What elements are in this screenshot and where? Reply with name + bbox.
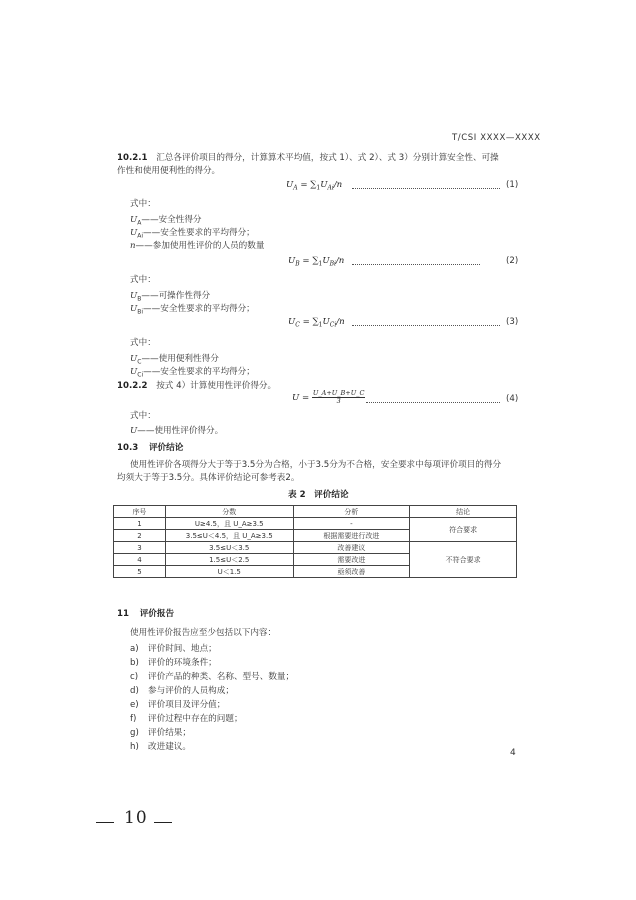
list-marker: a) xyxy=(130,644,139,654)
list-item-text: 评价产品的种类、名称、型号、数量； xyxy=(148,672,295,682)
list-marker: d) xyxy=(130,686,139,696)
standard-code: T/CSI XXXX—XXXX xyxy=(452,133,541,143)
table-caption: 表 2 评价结论 xyxy=(288,490,349,500)
variable-definition: $U_{Ci}——$安全性要求的平均得分； xyxy=(130,367,255,379)
table-cell: 根据需要进行改进 xyxy=(293,530,410,542)
list-item-text: 评价时间、地点； xyxy=(148,644,217,654)
table-cell: 3 xyxy=(114,542,166,554)
list-item-text: 评价过程中存在的问题； xyxy=(148,714,243,724)
equation-number: (1) xyxy=(506,180,519,190)
list-item xyxy=(130,713,243,725)
list-item xyxy=(130,741,191,753)
list-item-text: 评价结果； xyxy=(148,728,191,738)
table-cell: 1 xyxy=(114,518,166,530)
variable-definition: U——使用性评价得分。 xyxy=(130,426,224,436)
page-number: 4 xyxy=(510,748,516,758)
conclusion-table xyxy=(113,505,517,578)
variable-definition: $U_{Bi}——$安全性要求的平均得分； xyxy=(130,304,255,316)
list-marker: c) xyxy=(130,672,139,682)
dot-leader xyxy=(352,188,500,189)
clause-number: 10.2.2 xyxy=(117,381,148,391)
paragraph-line: 均须大于等于3.5分。具体评价结论可参考表2。 xyxy=(117,473,300,483)
list-item xyxy=(130,657,217,669)
list-marker: f) xyxy=(130,714,137,724)
table-header-row xyxy=(114,506,517,518)
list-marker: e) xyxy=(130,700,139,710)
where-label: 式中： xyxy=(130,275,156,285)
table-row xyxy=(114,542,517,554)
list-item xyxy=(130,699,225,711)
clause-text: 按式 4）计算使用性评价得分。 xyxy=(156,381,277,391)
equation-number: (3) xyxy=(506,317,519,327)
table-cell: 5 xyxy=(114,566,166,578)
list-marker: g) xyxy=(130,728,139,738)
equation-3: $U_C = \sum_1U_{Ci}/n$ xyxy=(288,317,345,329)
table-cell: 2 xyxy=(114,530,166,542)
table-cell: 亟须改善 xyxy=(293,566,410,578)
section-heading: 11 评价报告 xyxy=(117,609,175,619)
column-header: 分数 xyxy=(165,506,293,518)
variable-definition: n——参加使用性评价的人员的数量 xyxy=(130,241,265,251)
clause-text-line1: 汇总各评价项目的得分，计算算术平均值，按式 1）、式 2）、式 3）分别计算安全性、可操 xyxy=(156,153,499,163)
equation-2: $U_B = \sum_1U_{Bi}/n$ xyxy=(288,256,345,268)
table-cell-conclusion: 不符合要求 xyxy=(410,542,517,578)
where-label: 式中： xyxy=(130,411,156,421)
dot-leader xyxy=(366,402,500,403)
table-cell: U≥4.5，且 U_A≥3.5 xyxy=(165,518,293,530)
equation-number: (2) xyxy=(506,256,519,266)
list-item xyxy=(130,727,191,739)
clause-text-line2: 作性和使用便利性的得分。 xyxy=(117,166,221,176)
dot-leader xyxy=(352,325,500,326)
column-header: 结论 xyxy=(410,506,517,518)
table-cell: 3.5≤U＜3.5 xyxy=(165,542,293,554)
table-cell: 1.5≤U＜2.5 xyxy=(165,554,293,566)
clause-10-2-1 xyxy=(117,152,499,164)
where-label: 式中： xyxy=(130,199,156,209)
table-cell: 需要改进 xyxy=(293,554,410,566)
variable-definition: $U_B——$可操作性得分 xyxy=(130,291,211,303)
list-item-text: 评价项目及评分值； xyxy=(148,700,226,710)
footer-dash xyxy=(96,822,114,823)
table-cell: 改善建议 xyxy=(293,542,410,554)
footer-page-number: 10 xyxy=(124,808,148,828)
table-cell-conclusion: 符合要求 xyxy=(410,518,517,542)
list-marker: b) xyxy=(130,658,139,668)
equation-1: $U_A = \sum_1U_{Ai}/n$ xyxy=(286,180,343,192)
clause-number: 10.2.1 xyxy=(117,153,148,163)
table-cell: 3.5≤U＜4.5，且 U_A≥3.5 xyxy=(165,530,293,542)
section-heading: 10.3 评价结论 xyxy=(117,443,184,453)
list-item-text: 评价的环境条件； xyxy=(148,658,217,668)
list-item xyxy=(130,643,217,655)
table-row xyxy=(114,518,517,530)
list-item xyxy=(130,671,294,683)
table-cell: 4 xyxy=(114,554,166,566)
footer-dash xyxy=(154,822,172,823)
table-cell: U＜1.5 xyxy=(165,566,293,578)
list-item-text: 参与评价的人员构成； xyxy=(148,686,234,696)
variable-definition: $U_A——$安全性得分 xyxy=(130,215,202,227)
paragraph-line: 使用性评价各项得分大于等于3.5分为合格，小于3.5分为不合格，安全要求中每项评价项目的得分 xyxy=(130,460,502,470)
column-header: 序号 xyxy=(114,506,166,518)
list-item xyxy=(130,685,234,697)
variable-definition: $U_{Ai}——$安全性要求的平均得分； xyxy=(130,228,255,240)
list-marker: h) xyxy=(130,742,139,752)
table-cell: - xyxy=(293,518,410,530)
variable-definition: $U_C——$使用便利性得分 xyxy=(130,354,219,366)
dot-leader xyxy=(352,264,480,265)
equation-4: U = $\frac{U\_A+U\_B+U\_C}{3}$ xyxy=(292,389,365,405)
clause-10-2-2 xyxy=(117,380,276,392)
column-header: 分析 xyxy=(293,506,410,518)
equation-number: (4) xyxy=(506,394,519,404)
paragraph-line: 使用性评价报告应至少包括以下内容： xyxy=(130,628,277,638)
where-label: 式中： xyxy=(130,338,156,348)
list-item-text: 改进建议。 xyxy=(148,742,191,752)
